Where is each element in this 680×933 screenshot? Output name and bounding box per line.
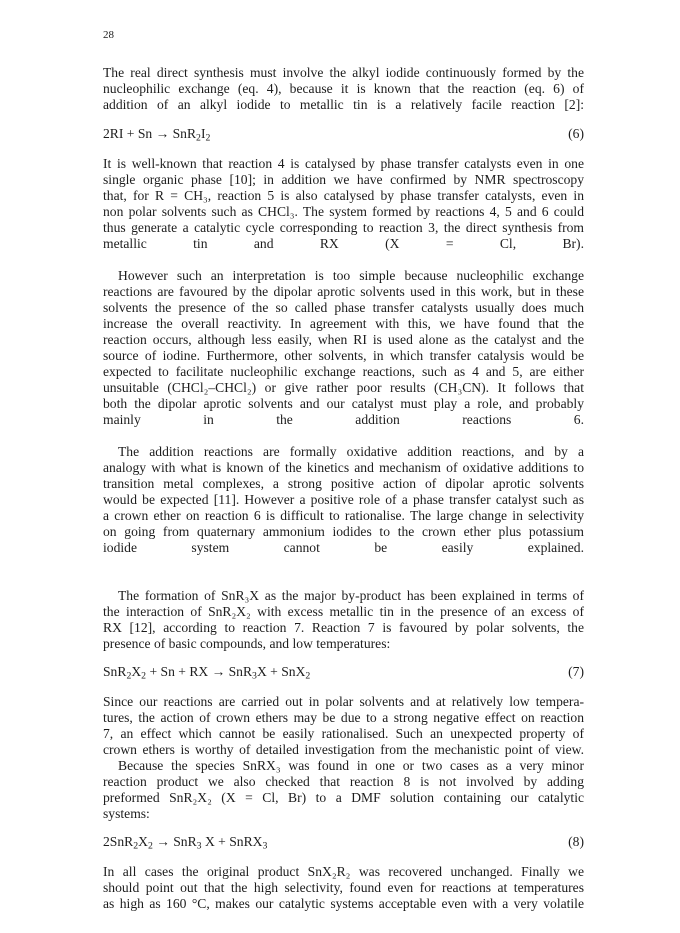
text-line: transition metal complexes, a strong positive action of dipolar aprotic solvents [103,476,584,491]
text-line: nucleophilic exchange (eq. 4), because it is known that the reaction (eq. 6) of [103,81,584,96]
equation-number: (8) [568,834,584,849]
text-line: mainly in the addition reactions 6. [103,412,584,427]
text-line: 7, an effect which cannot be easily rationalised. Such an unexpected property of [103,726,584,741]
equation-lhs: 2RI + Sn [103,126,153,141]
text-line: on going from quaternary ammonium iodides to the crown ether plus potassium [103,524,584,539]
text-line: presence of basic compounds, and low temperatures: [103,636,391,651]
text-line: crown ethers is worthy of detailed investigation from the mechanistic point of view. [103,742,584,757]
text-line: reaction occurs, although less easily, when RI is used alone as the catalyst and the [103,332,584,347]
text-line: preformed SnR₂X₂ (X = Cl, Br) to a DMF solution containing our catalytic [103,790,584,805]
text-line: In all cases the original product SnX₂R₂ was recovered unchanged. Finally we [103,864,584,879]
text-line: The real direct synthesis must involve the alkyl iodide continuously formed by the [103,65,584,80]
text-line: increase the overall reactivity. In agreement with this, we have found that the [103,316,584,331]
text-line: tures, the action of crown ethers may be due to a strong negative effect on reaction [103,710,584,725]
equation-7: $SnR_2X_2 + Sn$ + RX → SnR$_3$X + SnX$_2$ (7) [103,664,584,682]
text-line: iodide system cannot be easily explained. [103,540,584,555]
text-line: metallic tin and RX (X = Cl, Br). [103,236,584,251]
text-line: source of iodine. Furthermore, other solvents, in which transfer catalysis would be [103,348,584,363]
text-line: systems: [103,806,150,821]
text-line: would be expected [11]. However a positive role of a phase transfer catalyst such as [103,492,584,507]
equation-6: $2RI + Sn \to SnR_2I_2$ (6) [103,126,584,144]
text-line: Because the species SnRX₃ was found in one or two cases as a very minor [118,758,584,773]
text-line: as high as 160 °C, makes our catalytic systems acceptable even with a very volatile [103,896,584,911]
text-line: reactions are favoured by the dipolar aprotic solvents used in this work, but in these [103,284,584,299]
text-line: Since our reactions are carried out in polar solvents and at relatively low tempera- [103,694,584,709]
page-number: 28 [103,29,114,41]
text-line: analogy with what is known of the kinetics and mechanism of oxidative additions to [103,460,584,475]
text-line: The formation of SnR₃X as the major by-product has been explained in terms of [118,588,584,603]
text-line: addition of an alkyl iodide to metallic tin is a relatively facile reaction [2]: [103,97,584,112]
text-line: both the dipolar aprotic solvents and our catalyst must play a role, and probably [103,396,584,411]
text-line: However such an interpretation is too simple because nucleophilic exchange [118,268,584,283]
text-line: non polar solvents such as CHCl₃. The system formed by reactions 4, 5 and 6 could [103,204,584,219]
text-line: solvents the presence of the so called phase transfer catalysts usually does much [103,300,584,315]
text-line: It is well-known that reaction 4 is catalysed by phase transfer catalysts even in one [103,156,584,171]
text-line: RX [12], according to reaction 7. Reaction 7 is favoured by polar solvents, the [103,620,584,635]
equation-number: (6) [568,126,584,141]
text-line: single organic phase [10]; in addition we have confirmed by NMR spectroscopy [103,172,584,187]
text-line: thus generate a catalytic cycle corresponding to reaction 3, the direct synthesis from [103,220,584,235]
equation-8: $2SnR_2X_2 \to SnR_3$ X + SnRX$_3$ (8) [103,834,584,852]
text-line: the interaction of SnR₂X₂ with excess metallic tin in the presence of an excess of [103,604,584,619]
equation-number: (7) [568,664,584,679]
text-line: should point out that the high selectivity, found even for reactions at temperatures [103,880,584,895]
text-line: reaction product we also checked that reaction 8 is not involved by adding [103,774,584,789]
text-line: unsuitable (CHCl₂–CHCl₂) or give rather poor results (CH₃CN). It follows that [103,380,584,395]
text-line: that, for R = CH₃, reaction 5 is also catalysed by phase transfer catalysts, even in [103,188,584,203]
text-line: The addition reactions are formally oxidative addition reactions, and by a [118,444,584,459]
text-line: expected to facilitate nucleophilic exchange reactions, such as 4 and 5, are either [103,364,584,379]
text-line: a crown ether on reaction 6 is difficult to rationalise. The large change in selectivity [103,508,584,523]
